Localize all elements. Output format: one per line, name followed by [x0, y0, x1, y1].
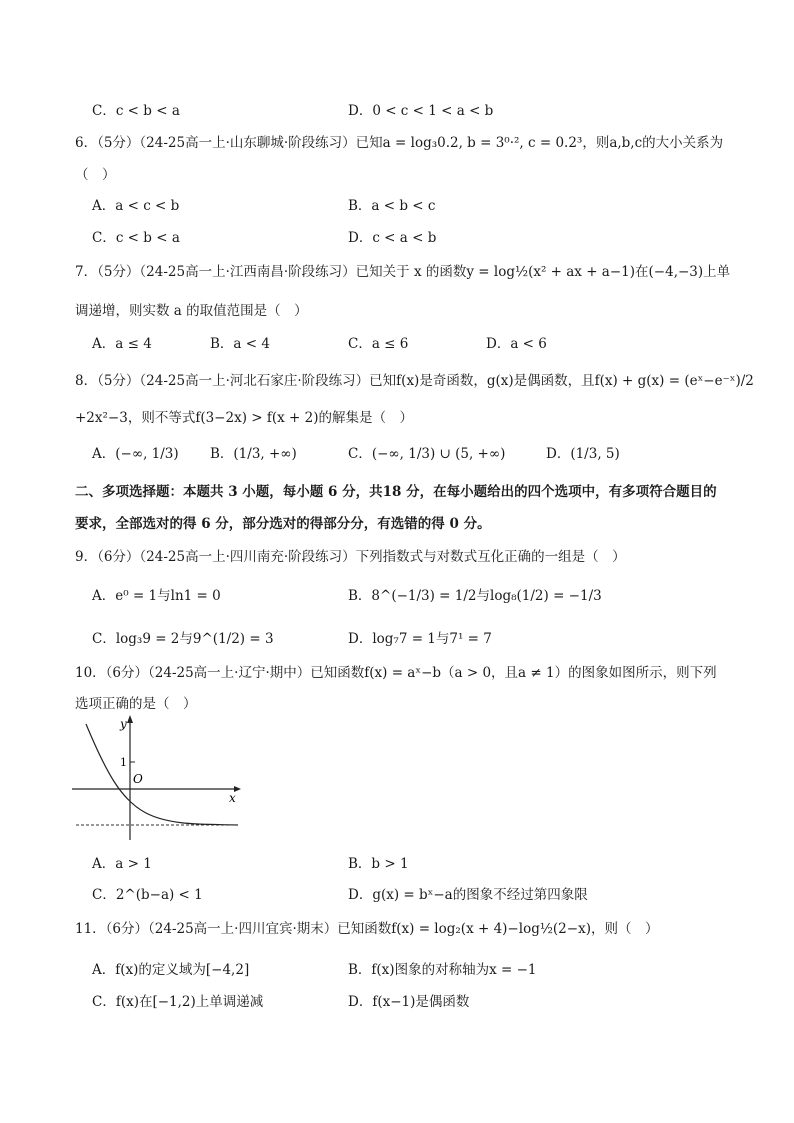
q11-option-a: A．f(x)的定义域为[−4,2] [92, 962, 250, 978]
q11-option-c: C．f(x)在[−1,2)上单调递减 [92, 994, 264, 1010]
q9-option-d: D．log₇7 = 1与7¹ = 7 [348, 631, 492, 647]
origin-label: O [133, 772, 143, 786]
q7-option-c: C．a ≤ 6 [348, 336, 409, 352]
q7-stem-line1: 7．（5分）（24-25高一上·江西南昌·阶段练习）已知关于 x 的函数y = log½(x² + ax + a−1)在(−4,−3)上单 [75, 264, 731, 280]
q11-option-d: D．f(x−1)是偶函数 [348, 994, 470, 1010]
y-axis-label: y [120, 717, 127, 731]
q10-stem-line1: 10．（6分）（24-25高一上·辽宁·期中）已知函数f(x) = aˣ−b（a > 0，且a ≠ 1）的图象如图所示，则下列 [75, 665, 717, 681]
q5-option-c: C．c < b < a [92, 103, 180, 119]
tick-label-1: 1 [120, 756, 127, 769]
q8-option-a: A．(−∞, 1/3) [92, 446, 179, 462]
q6-option-a: A．a < c < b [92, 198, 180, 214]
q11-stem: 11．（6分）（24-25高一上·四川宜宾·期末）已知函数f(x) = log₂(x + 4)−log½(2−x)，则（ ） [75, 921, 659, 937]
q5-option-d: D．0 < c < 1 < a < b [348, 103, 494, 119]
q8-option-d: D．(1/3, 5) [546, 446, 620, 462]
section2-header-line2: 要求，全部选对的得 6 分，部分选对的得部分分，有选错的得 0 分。 [75, 516, 491, 532]
q9-option-b: B．8^(−1/3) = 1/2与log₈(1/2) = −1/3 [348, 588, 602, 604]
q6-paren: （ ） [75, 167, 116, 183]
q9-option-a: A．e⁰ = 1与ln1 = 0 [92, 588, 221, 604]
q8-stem-line1: 8．（5分）（24-25高一上·河北石家庄·阶段练习）已知f(x)是奇函数，g(x)是偶函数，且f(x) + g(x) = (eˣ−e⁻ˣ)/2 [75, 373, 754, 389]
q8-option-b: B．(1/3, +∞) [210, 446, 297, 462]
q11-option-b: B．f(x)图象的对称轴为x = −1 [348, 962, 537, 978]
q8-stem-line2: +2x²−3，则不等式f(3−2x) > f(x + 2)的解集是（ ） [75, 410, 413, 426]
function-curve [86, 724, 238, 825]
q6-option-c: C．c < b < a [92, 230, 180, 246]
section2-header-line1: 二、多项选择题：本题共 3 小题，每小题 6 分，共18 分，在每小题给出的四个选项中，有多项符合题目的 [75, 484, 717, 500]
q7-stem-line2: 调递增，则实数 a 的取值范围是（ ） [75, 303, 308, 319]
q10-option-c: C．2^(b−a) < 1 [92, 887, 203, 903]
q10-option-b: B．b > 1 [348, 856, 409, 872]
q9-stem: 9．（6分）（24-25高一上·四川南充·阶段练习）下列指数式与对数式互化正确的一组是（ ） [75, 549, 626, 565]
q6-stem: 6．（5分）（24-25高一上·山东聊城·阶段练习）已知a = log₃0.2, b = 3⁰·², c = 0.2³，则a,b,c的大小关系为 [75, 135, 724, 151]
q10-stem-line2: 选项正确的是（ ） [75, 696, 197, 712]
q8-option-c: C．(−∞, 1/3) ∪ (5, +∞) [348, 446, 506, 462]
q7-option-b: B．a < 4 [210, 336, 270, 352]
q10-function-graph [66, 712, 246, 842]
x-axis-label: x [229, 791, 236, 805]
q10-option-d: D．g(x) = bˣ−a的图象不经过第四象限 [348, 887, 588, 903]
q6-option-d: D．c < a < b [348, 230, 437, 246]
q6-option-b: B．a < b < c [348, 198, 436, 214]
y-axis-arrow [127, 715, 133, 723]
q7-option-d: D．a < 6 [486, 336, 547, 352]
q7-option-a: A．a ≤ 4 [92, 336, 152, 352]
q9-option-c: C．log₃9 = 2与9^(1/2) = 3 [92, 631, 274, 647]
q10-option-a: A．a > 1 [92, 856, 152, 872]
